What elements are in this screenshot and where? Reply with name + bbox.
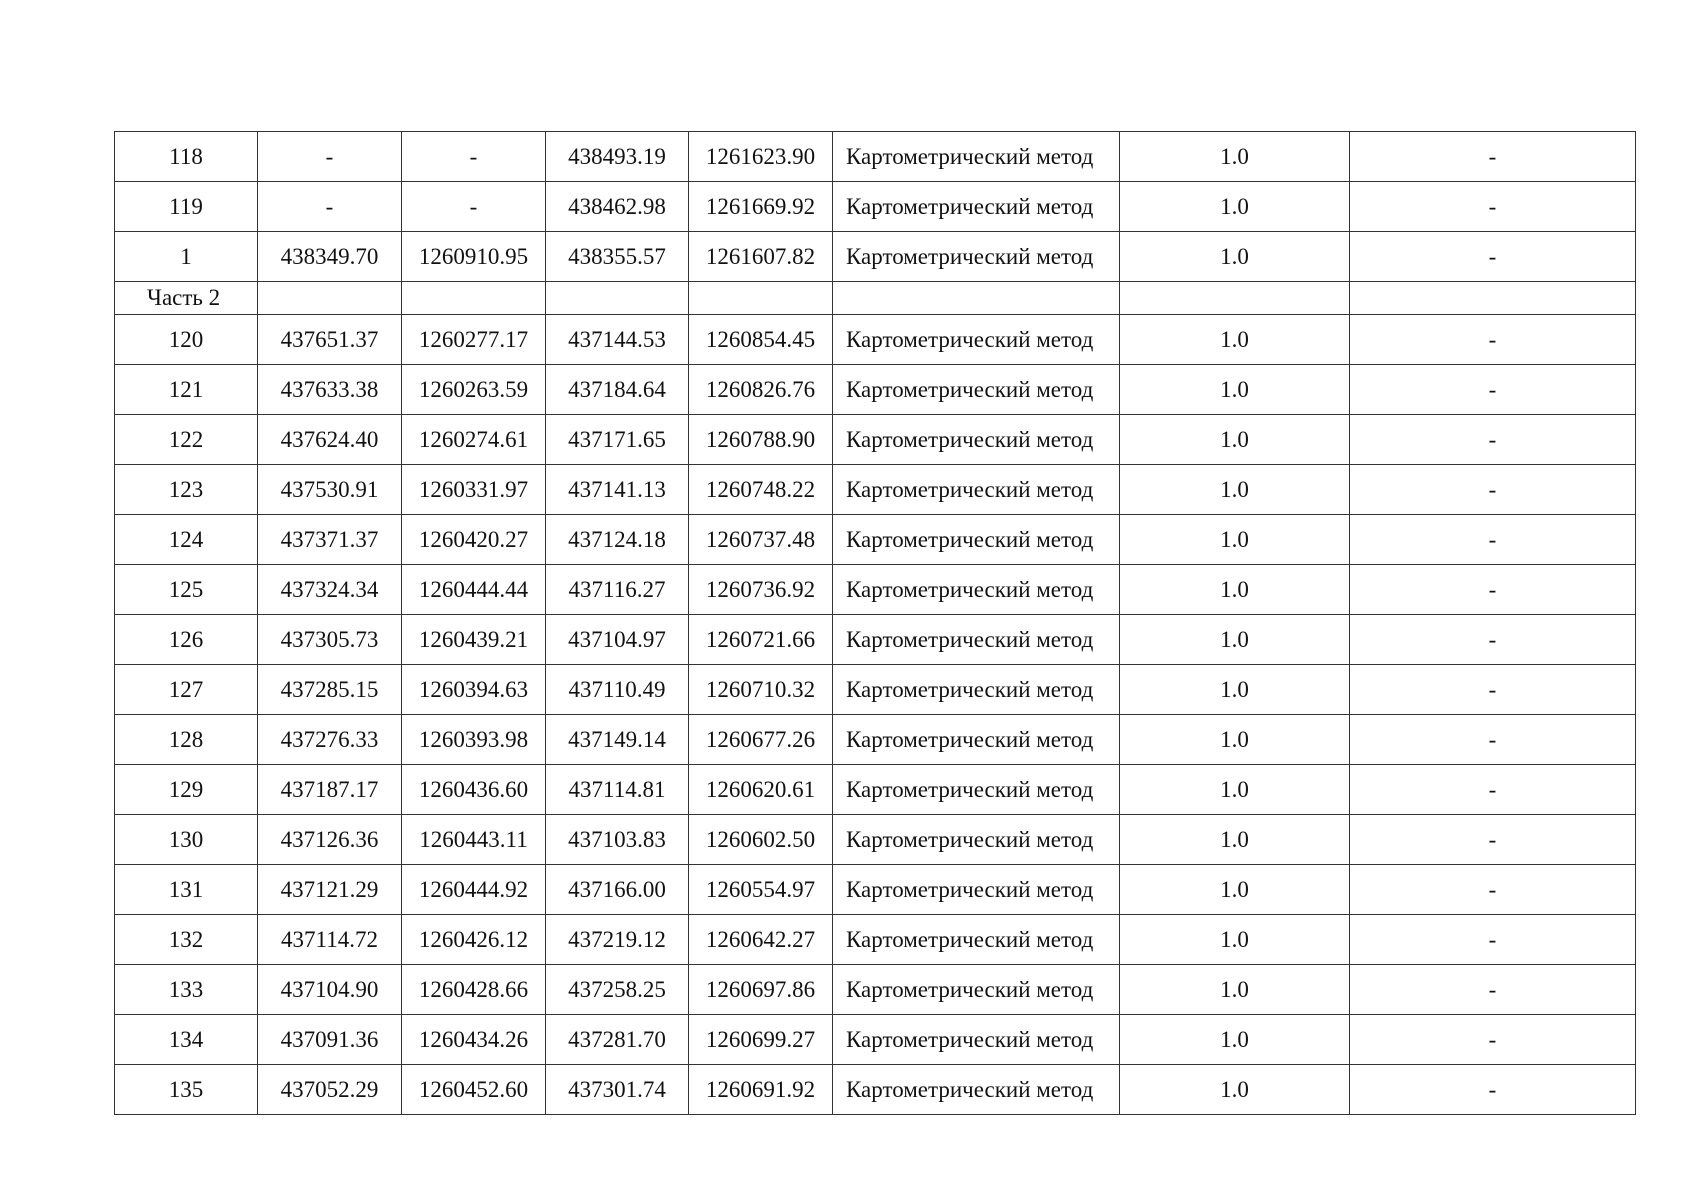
cell-point-number: 132 [115,915,258,965]
cell-existing-y: 1260394.63 [402,665,546,715]
cell-point-number: 121 [115,365,258,415]
cell-note: - [1350,365,1636,415]
cell-existing-x: 437104.90 [258,965,402,1015]
cell-existing-y: 1260331.97 [402,465,546,515]
cell-new-y: 1260721.66 [689,615,833,665]
cell-new-y: 1260691.92 [689,1065,833,1115]
cell-new-x: 437144.53 [546,315,689,365]
table-row [115,965,1636,1015]
cell-note: - [1350,815,1636,865]
cell-new-x: 437103.83 [546,815,689,865]
cell-accuracy: 1.0 [1120,765,1350,815]
empty-cell [1350,282,1636,315]
cell-note: - [1350,865,1636,915]
coordinates-table [114,131,1636,1115]
cell-new-x: 438462.98 [546,182,689,232]
cell-new-x: 437114.81 [546,765,689,815]
table-row [115,515,1636,565]
cell-point-number: 123 [115,465,258,515]
cell-new-y: 1260710.32 [689,665,833,715]
cell-new-x: 437124.18 [546,515,689,565]
cell-accuracy: 1.0 [1120,715,1350,765]
cell-note: - [1350,665,1636,715]
cell-accuracy: 1.0 [1120,815,1350,865]
cell-method: Картометрический метод [833,365,1120,415]
cell-method: Картометрический метод [833,1065,1120,1115]
cell-new-y: 1260737.48 [689,515,833,565]
cell-note: - [1350,465,1636,515]
cell-accuracy: 1.0 [1120,1065,1350,1115]
cell-accuracy: 1.0 [1120,965,1350,1015]
cell-new-x: 437171.65 [546,415,689,465]
cell-new-x: 437184.64 [546,365,689,415]
cell-method: Картометрический метод [833,565,1120,615]
cell-method: Картометрический метод [833,965,1120,1015]
cell-method: Картометрический метод [833,465,1120,515]
cell-method: Картометрический метод [833,615,1120,665]
cell-note: - [1350,965,1636,1015]
cell-new-x: 437104.97 [546,615,689,665]
cell-existing-x: 437187.17 [258,765,402,815]
cell-point-number: 134 [115,1015,258,1065]
cell-note: - [1350,1065,1636,1115]
table-row [115,865,1636,915]
cell-existing-x: 437371.37 [258,515,402,565]
cell-existing-y: 1260420.27 [402,515,546,565]
cell-new-y: 1261669.92 [689,182,833,232]
cell-new-x: 437301.74 [546,1065,689,1115]
empty-cell [1120,282,1350,315]
cell-accuracy: 1.0 [1120,565,1350,615]
cell-existing-y: 1260428.66 [402,965,546,1015]
cell-accuracy: 1.0 [1120,515,1350,565]
cell-new-y: 1260642.27 [689,915,833,965]
cell-point-number: 129 [115,765,258,815]
cell-existing-y: 1260444.92 [402,865,546,915]
cell-existing-y: 1260436.60 [402,765,546,815]
table-row [115,1065,1636,1115]
cell-point-number: 125 [115,565,258,615]
cell-method: Картометрический метод [833,415,1120,465]
cell-new-y: 1260788.90 [689,415,833,465]
table-row [115,915,1636,965]
cell-new-y: 1260748.22 [689,465,833,515]
cell-existing-y: 1260434.26 [402,1015,546,1065]
cell-existing-y: 1260263.59 [402,365,546,415]
empty-cell [689,282,833,315]
cell-method: Картометрический метод [833,232,1120,282]
cell-accuracy: 1.0 [1120,1015,1350,1065]
cell-note: - [1350,615,1636,665]
cell-point-number: 1 [115,232,258,282]
cell-point-number: 118 [115,132,258,182]
cell-accuracy: 1.0 [1120,415,1350,465]
table-body [115,132,1636,1115]
cell-new-y: 1260620.61 [689,765,833,815]
cell-method: Картометрический метод [833,915,1120,965]
cell-accuracy: 1.0 [1120,665,1350,715]
cell-existing-y: 1260443.11 [402,815,546,865]
cell-note: - [1350,315,1636,365]
table-row [115,182,1636,232]
cell-existing-y: 1260444.44 [402,565,546,615]
cell-existing-x: 437305.73 [258,615,402,665]
cell-new-y: 1260554.97 [689,865,833,915]
table-row [115,415,1636,465]
cell-note: - [1350,565,1636,615]
cell-existing-x: 438349.70 [258,232,402,282]
cell-new-x: 437166.00 [546,865,689,915]
cell-method: Картометрический метод [833,715,1120,765]
cell-new-y: 1260697.86 [689,965,833,1015]
cell-note: - [1350,1015,1636,1065]
cell-accuracy: 1.0 [1120,465,1350,515]
empty-cell [833,282,1120,315]
cell-existing-x: 437285.15 [258,665,402,715]
cell-existing-x: 437651.37 [258,315,402,365]
cell-note: - [1350,132,1636,182]
empty-cell [258,282,402,315]
table-row [115,315,1636,365]
cell-note: - [1350,765,1636,815]
cell-existing-y: - [402,132,546,182]
cell-new-x: 437258.25 [546,965,689,1015]
cell-new-x: 437281.70 [546,1015,689,1065]
cell-accuracy: 1.0 [1120,615,1350,665]
cell-accuracy: 1.0 [1120,865,1350,915]
cell-new-y: 1260826.76 [689,365,833,415]
cell-point-number: 135 [115,1065,258,1115]
cell-new-x: 437141.13 [546,465,689,515]
cell-new-x: 437219.12 [546,915,689,965]
table-row [115,465,1636,515]
cell-existing-x: 437091.36 [258,1015,402,1065]
cell-note: - [1350,915,1636,965]
table-row [115,815,1636,865]
table-row [115,665,1636,715]
cell-point-number: 122 [115,415,258,465]
cell-existing-x: 437052.29 [258,1065,402,1115]
cell-existing-x: 437121.29 [258,865,402,915]
cell-new-y: 1260699.27 [689,1015,833,1065]
cell-accuracy: 1.0 [1120,915,1350,965]
cell-existing-y: 1260277.17 [402,315,546,365]
cell-existing-x: - [258,182,402,232]
table-row [115,615,1636,665]
cell-existing-x: 437114.72 [258,915,402,965]
cell-point-number: 120 [115,315,258,365]
cell-existing-x: 437126.36 [258,815,402,865]
cell-existing-x: 437530.91 [258,465,402,515]
cell-method: Картометрический метод [833,865,1120,915]
cell-new-y: 1260736.92 [689,565,833,615]
cell-existing-y: 1260452.60 [402,1065,546,1115]
table-row [115,232,1636,282]
cell-point-number: 133 [115,965,258,1015]
table-row [115,715,1636,765]
cell-accuracy: 1.0 [1120,315,1350,365]
cell-point-number: 130 [115,815,258,865]
cell-new-y: 1261607.82 [689,232,833,282]
table-row [115,365,1636,415]
cell-existing-y: 1260426.12 [402,915,546,965]
cell-method: Картометрический метод [833,132,1120,182]
cell-method: Картометрический метод [833,765,1120,815]
cell-new-x: 437110.49 [546,665,689,715]
cell-existing-y: 1260910.95 [402,232,546,282]
cell-note: - [1350,715,1636,765]
cell-method: Картометрический метод [833,1015,1120,1065]
cell-new-y: 1260602.50 [689,815,833,865]
cell-point-number: 131 [115,865,258,915]
cell-point-number: 126 [115,615,258,665]
cell-point-number: 127 [115,665,258,715]
table-row [115,565,1636,615]
cell-new-y: 1261623.90 [689,132,833,182]
table-row [115,765,1636,815]
cell-existing-y: 1260274.61 [402,415,546,465]
cell-existing-y: 1260393.98 [402,715,546,765]
cell-point-number: 124 [115,515,258,565]
cell-point-number: 128 [115,715,258,765]
cell-accuracy: 1.0 [1120,232,1350,282]
cell-existing-y: 1260439.21 [402,615,546,665]
empty-cell [546,282,689,315]
cell-method: Картометрический метод [833,182,1120,232]
cell-new-x: 437116.27 [546,565,689,615]
cell-new-x: 438355.57 [546,232,689,282]
cell-method: Картометрический метод [833,815,1120,865]
cell-method: Картометрический метод [833,315,1120,365]
cell-note: - [1350,415,1636,465]
section-row [115,282,1636,315]
table-row [115,1015,1636,1065]
cell-note: - [1350,515,1636,565]
cell-point-number: 119 [115,182,258,232]
cell-new-y: 1260854.45 [689,315,833,365]
cell-existing-y: - [402,182,546,232]
cell-note: - [1350,232,1636,282]
cell-new-x: 438493.19 [546,132,689,182]
cell-existing-x: - [258,132,402,182]
cell-existing-x: 437276.33 [258,715,402,765]
cell-existing-x: 437624.40 [258,415,402,465]
cell-method: Картометрический метод [833,665,1120,715]
table-row [115,132,1636,182]
cell-existing-x: 437324.34 [258,565,402,615]
cell-method: Картометрический метод [833,515,1120,565]
cell-note: - [1350,182,1636,232]
cell-accuracy: 1.0 [1120,132,1350,182]
empty-cell [402,282,546,315]
cell-existing-x: 437633.38 [258,365,402,415]
cell-accuracy: 1.0 [1120,182,1350,232]
section-label: Часть 2 [115,282,258,315]
cell-new-x: 437149.14 [546,715,689,765]
cell-accuracy: 1.0 [1120,365,1350,415]
cell-new-y: 1260677.26 [689,715,833,765]
